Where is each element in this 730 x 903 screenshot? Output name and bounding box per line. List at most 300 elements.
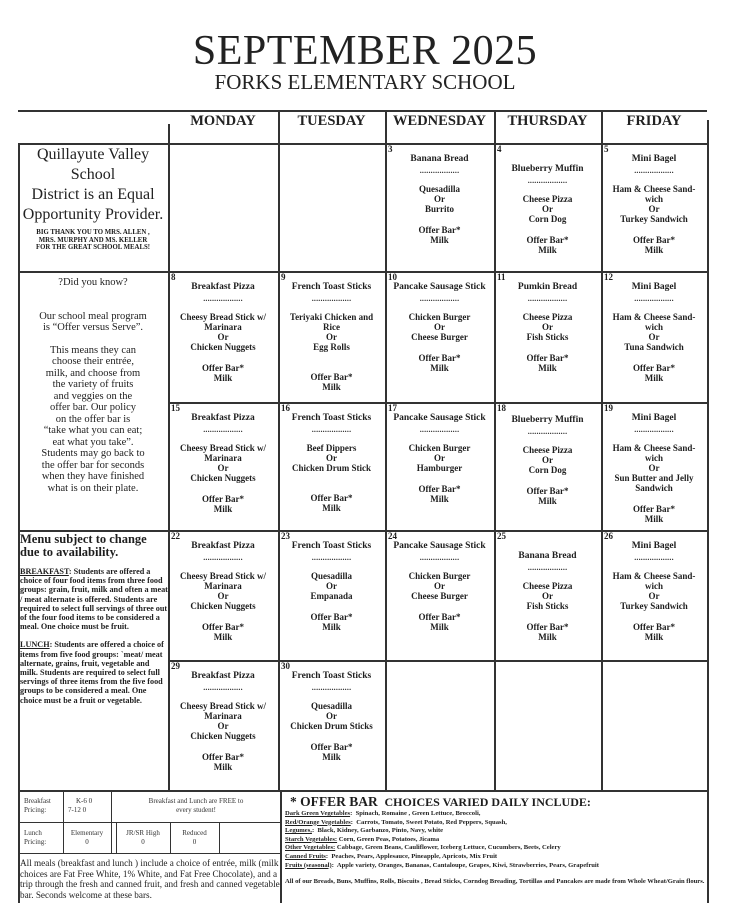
menu-day-29 [168, 660, 278, 790]
lunch-option: Marinara [204, 453, 242, 463]
lunch-option: Or [648, 463, 660, 473]
did-you-know-line: offer bar. Our policy [49, 402, 137, 413]
lunch-option: Chicken Drum Sticks [290, 721, 373, 731]
k6-price: K-6 0 [76, 797, 93, 805]
free-note-line: every student! [176, 805, 216, 814]
price-value: 0 [192, 837, 197, 846]
grid-top-line [18, 110, 707, 112]
lunch-options [601, 571, 707, 611]
lunch-option: Sun Butter and Jelly [614, 473, 694, 483]
did-you-know-line: milk, and choose from [45, 367, 141, 379]
offer-line: Offer Bar* [632, 363, 676, 373]
offer-bar-heading-main: * OFFER BAR [290, 794, 378, 809]
offer-line: Milk [538, 363, 557, 373]
label-line: Pricing: [24, 837, 47, 846]
lunch-option: Cheese Pizza [522, 581, 573, 591]
divider-dots: .................. [203, 425, 243, 434]
lunch-option: Marinara [204, 581, 242, 591]
day-number: 8 [171, 272, 176, 282]
price-label: Elementary [70, 829, 104, 837]
category-items: Black, Kidney, Garbanzo, Pinto, Navy, white [317, 827, 444, 835]
lunch-option: Turkey Sandwich [620, 601, 688, 611]
lunch-options [385, 571, 494, 601]
day-number: 9 [281, 272, 286, 282]
breakfast-prices [68, 797, 108, 814]
divider-dots: .................. [527, 294, 568, 303]
offer-line: Offer Bar* [632, 504, 676, 514]
lunch-options [494, 581, 601, 611]
offer-bar-milk [168, 494, 278, 514]
menu-day-9 [278, 271, 385, 402]
offer-bar-category [285, 810, 705, 819]
offer-line: Offer Bar* [526, 235, 569, 245]
notice-line: School [70, 166, 116, 183]
lunch-pricing-label [24, 829, 46, 846]
divider-dots: .................. [634, 166, 674, 175]
offer-bar-category [285, 827, 705, 836]
breakfast-item: French Toast Sticks [291, 413, 372, 423]
offer-bar-milk [278, 493, 385, 513]
day-header-tuesday: TUESDAY [297, 113, 366, 129]
offer-bar-category [285, 819, 705, 828]
breakfast-item: Banana Bread [518, 551, 577, 561]
lunch-options [168, 443, 278, 483]
lunch-options [494, 194, 601, 224]
lunch-policy-text: : Students are offered a choice of items from five food groups: `meat/ meat alternate, grains, fruit, vegetable and milk. Students are required to select full servings of three items from the five food groups to be considered a meal. One choice must be a fruit or vegetable. [20, 640, 164, 705]
category-items: Corn, Green Peas, Potatoes, Jicama [338, 835, 440, 843]
did-you-know-panel [18, 271, 168, 530]
breakfast-item: Pancake Sausage Stick [393, 541, 486, 551]
offer-bar-category [285, 853, 705, 862]
offer-line: Offer Bar* [201, 494, 245, 504]
divider-dots: .................. [419, 425, 460, 434]
divider-dots: .................. [203, 683, 243, 692]
lunch-option: wich [645, 322, 663, 332]
divider-dots: .................. [203, 553, 243, 562]
7-12-price: 7-12 0 [68, 805, 87, 814]
breakfast-pricing-label [24, 797, 51, 814]
lunch-option: Cheesy Bread Stick w/ [179, 312, 267, 322]
lunch-option: Cheese Burger [411, 591, 468, 601]
breakfast-item: Pumkin Bread [517, 282, 578, 292]
did-you-know-line: the variety of fruits [52, 379, 134, 390]
divider-dots: .................. [634, 425, 674, 434]
lunch-option: Ham & Cheese Sand- [612, 571, 696, 581]
price-value: 0 [141, 837, 145, 846]
divider-dots: .................. [311, 425, 352, 434]
breakfast-item: French Toast Sticks [291, 671, 372, 681]
day-number: 23 [281, 531, 290, 541]
lunch-option: Or [326, 332, 337, 342]
offer-line: Offer Bar* [526, 353, 569, 363]
did-you-know-text: Our school meal program [39, 310, 147, 322]
day-number: 15 [171, 403, 180, 413]
lunch-option: Or [217, 591, 229, 601]
price-label: Reduced [182, 829, 207, 837]
menu-day-22 [168, 530, 278, 660]
category-items: Spinach, Romaine , Green Lettuce, Broccoli, [355, 810, 481, 817]
divider-dots: .................. [527, 176, 568, 185]
menu-day-16 [278, 402, 385, 530]
lunch-options [278, 312, 385, 352]
offer-line: Offer Bar* [418, 612, 461, 622]
category-items: Cabbage, Green Beans, Cauliflower, Iceberg Lettuce, Cucumbers, Beets, Celery [336, 844, 561, 852]
category-label: Dark Green Vegetables [285, 810, 351, 817]
did-you-know-line: “take what you can eat; [43, 425, 143, 436]
offer-bar-milk [601, 363, 707, 383]
offer-line: Offer Bar* [526, 622, 569, 632]
did-you-know-line: Students may go back to [41, 448, 145, 459]
offer-line: Offer Bar* [310, 372, 353, 382]
thank-you-line: BIG THANK YOU TO MRS. ALLEN , [36, 229, 150, 236]
breakfast-item: Breakfast Pizza [191, 671, 255, 681]
lunch-option: Marinara [204, 711, 242, 721]
lunch-option: Or [217, 332, 229, 342]
lunch-option: Or [648, 332, 660, 342]
breakfast-item: Pancake Sausage Stick [393, 413, 486, 423]
lunch-option: Cheese Pizza [522, 194, 573, 204]
divider-dots: .................. [419, 294, 460, 303]
day-number: 25 [497, 531, 506, 541]
lunch-option: Cheesy Bread Stick w/ [179, 701, 267, 711]
offer-bar-milk [494, 235, 601, 255]
offer-line: Offer Bar* [310, 742, 353, 752]
offer-line: Milk [430, 494, 449, 504]
school-name: FORKS ELEMENTARY SCHOOL [214, 70, 516, 94]
offer-line: Milk [644, 373, 664, 383]
divider-dots: .................. [527, 427, 568, 436]
breakfast-item: Breakfast Pizza [191, 413, 255, 423]
category-label: Fruits (seasonal) [285, 861, 332, 869]
offer-bar-info [285, 795, 705, 887]
lunch-option: Fish Sticks [526, 601, 569, 611]
equal-opportunity-notice [18, 143, 168, 271]
menu-day-18 [494, 402, 601, 530]
did-you-know-line: eat what you take”. [52, 436, 134, 448]
lunch-option: Rice [323, 322, 340, 332]
divider-dots: .................. [419, 166, 460, 175]
lunch-option: Chicken Burger [408, 443, 471, 453]
offer-line: Milk [322, 382, 341, 392]
offer-bar-milk [601, 235, 707, 255]
lunch-option: Turkey Sandwich [620, 214, 688, 224]
page-title: SEPTEMBER 2025 [192, 28, 538, 74]
lunch-option: Or [434, 453, 445, 463]
day-number: 22 [171, 531, 180, 541]
whole-grain-note: All of our Breads, Buns, Muffins, Rolls, Biscuits , Bread Sticks, Corndog Breading, Tortillas and Pancakes are made from Whole Wheat/Grain flours. [285, 878, 705, 886]
menu-day-30 [278, 660, 385, 790]
category-items: Peaches, Pears, Applesauce, Pineapple, Apricots, Mix Fruit [331, 852, 498, 860]
menu-day-3 [385, 143, 494, 271]
breakfast-item: Breakfast Pizza [191, 541, 255, 551]
offer-line: Offer Bar* [201, 622, 245, 632]
day-number: 26 [604, 531, 613, 541]
jrsr-lunch-price [116, 829, 170, 846]
day-header-thursday: THURSDAY [507, 113, 588, 129]
breakfast-policy-text: : Students are offered a choice of four food items from three food groups: grain, fruit, milk and often a meat / meat alternate is offered. Students are required to select full servings of three out of the four food items to be considered a meal. One choice must be fruit. [20, 567, 168, 632]
offer-line: Milk [322, 752, 341, 762]
day-number: 17 [388, 403, 397, 413]
offer-bar-milk [385, 612, 494, 632]
breakfast-policy-label: BREAKFAST [20, 567, 69, 576]
offer-line: Milk [644, 245, 664, 255]
free-meals-note [112, 797, 280, 814]
lunch-option: Hamburger [416, 463, 463, 473]
lunch-option: Ham & Cheese Sand- [612, 184, 696, 194]
breakfast-item: Blueberry Muffin [511, 415, 584, 425]
category-label: Red/Orange Vegetables [285, 818, 351, 826]
category-label: Starch Vegetables: [285, 835, 338, 843]
offer-line: Milk [430, 363, 449, 373]
offer-bar-milk [278, 372, 385, 392]
lunch-option: Quesadilla [418, 184, 460, 194]
did-you-know-heading: ?Did you know? [58, 277, 128, 288]
day-number: 18 [497, 403, 506, 413]
breakfast-item: Blueberry Muffin [511, 164, 584, 174]
did-you-know-line: and veggies on the [53, 390, 133, 402]
breakfast-item: Breakfast Pizza [191, 282, 255, 292]
lunch-option: Chicken Burger [408, 571, 471, 581]
menu-day-24 [385, 530, 494, 660]
lunch-options [168, 571, 278, 611]
offer-bar-category [285, 844, 705, 853]
lunch-options [601, 184, 707, 224]
grid-right-line [707, 120, 709, 903]
lunch-option: Or [648, 591, 660, 601]
breakfast-item: Mini Bagel [631, 541, 677, 551]
lunch-options [385, 443, 494, 473]
offer-line: Milk [644, 514, 664, 524]
lunch-options [278, 443, 385, 473]
divider-dots: .................. [311, 683, 352, 692]
day-number: 10 [388, 272, 397, 282]
lunch-options [168, 312, 278, 352]
day-header-friday: FRIDAY [626, 113, 682, 129]
offer-line: Milk [430, 622, 449, 632]
breakfast-item: Mini Bagel [631, 282, 677, 292]
lunch-option: Tuna Sandwich [624, 342, 684, 352]
all-meals-note: All meals (breakfast and lunch ) include a choice of entrée, milk (milk choices are Fat Free White, 1% White, and Fat Free Chocolate), and a trip through the fresh and canned fruit, and fresh and canned vegetable bar. Seconds welcome at these bars. [20, 858, 280, 901]
lunch-option: Burrito [425, 204, 454, 214]
offer-line: Offer Bar* [632, 235, 676, 245]
offer-line: Milk [213, 504, 233, 514]
offer-bar-milk [385, 225, 494, 245]
breakfast-item: French Toast Sticks [291, 282, 372, 292]
lunch-options [494, 445, 601, 475]
lunch-options [494, 312, 601, 342]
day-header-monday: MONDAY [190, 113, 256, 129]
offer-line: Offer Bar* [418, 225, 461, 235]
lunch-option: Or [217, 721, 229, 731]
offer-line: Offer Bar* [632, 622, 676, 632]
lunch-option: Or [434, 322, 445, 332]
category-sep: : [311, 827, 318, 835]
lunch-option: Cheese Pizza [522, 445, 573, 455]
category-label: Other Vegetables: [285, 844, 336, 852]
offer-bar-heading [290, 795, 705, 809]
offer-bar-milk [278, 742, 385, 762]
offer-bar-milk [494, 486, 601, 506]
offer-line: Offer Bar* [201, 752, 245, 762]
offer-line: Offer Bar* [310, 612, 353, 622]
price-value: 0 [85, 837, 89, 846]
breakfast-item: Mini Bagel [631, 154, 677, 164]
notice-line: Opportunity Provider. [22, 206, 164, 223]
offer-line: Offer Bar* [418, 484, 461, 494]
lunch-option: Ham & Cheese Sand- [612, 443, 696, 453]
lunch-option: Or [542, 455, 553, 465]
day-number: 30 [281, 661, 290, 671]
offer-bar-category [285, 862, 705, 871]
menu-day-4 [494, 143, 601, 271]
did-you-know-line: on the offer bar is [55, 413, 131, 425]
lunch-option: Cheesy Bread Stick w/ [179, 443, 267, 453]
breakfast-item: French Toast Sticks [291, 541, 372, 551]
category-sep: : [350, 818, 357, 826]
menu-day-25 [494, 530, 601, 660]
lunch-option: Or [326, 453, 337, 463]
day-header-wednesday: WEDNESDAY [393, 113, 486, 129]
divider-dots: .................. [527, 563, 568, 572]
offer-bar-milk [168, 363, 278, 383]
elementary-lunch-price [63, 829, 111, 846]
lunch-option: Fish Sticks [526, 332, 569, 342]
day-number: 24 [388, 531, 397, 541]
lunch-policy [20, 640, 168, 704]
lunch-options [601, 312, 707, 352]
divider-dots: .................. [203, 294, 243, 303]
lunch-option: Chicken Nuggets [190, 601, 256, 611]
did-you-know-line: what is on their plate. [47, 482, 139, 494]
notice-line: District is an Equal [31, 186, 155, 203]
day-number: 4 [497, 144, 502, 154]
menu-day-5 [601, 143, 707, 271]
lunch-options [278, 701, 385, 731]
lunch-options [385, 184, 494, 214]
price-label: JR/SR High [126, 829, 160, 837]
reduced-lunch-price [170, 829, 219, 846]
category-items: Carrots, Tomato, Sweet Potato, Red Peppers, Squash, [356, 818, 507, 826]
lunch-option: Cheesy Bread Stick w/ [179, 571, 267, 581]
lunch-option: Empanada [310, 591, 353, 601]
offer-line: Milk [213, 632, 233, 642]
offer-bar-milk [278, 612, 385, 632]
menu-day-23 [278, 530, 385, 660]
offer-line: Milk [538, 632, 557, 642]
day-number: 16 [281, 403, 290, 413]
lunch-option: Or [326, 581, 337, 591]
lunch-option: Chicken Burger [408, 312, 471, 322]
offer-line: Milk [538, 496, 557, 506]
menu-day-19 [601, 402, 707, 530]
menu-day-10 [385, 271, 494, 402]
offer-line: Milk [538, 245, 557, 255]
lunch-option: wich [645, 194, 663, 204]
category-label: Legumes, [285, 827, 312, 835]
offer-bar-milk [168, 622, 278, 642]
lunch-option: Or [434, 194, 445, 204]
lunch-option: Chicken Drum Stick [291, 463, 371, 473]
offer-bar-category [285, 836, 705, 845]
breakfast-item: Mini Bagel [631, 413, 677, 423]
divider-dots: .................. [634, 553, 674, 562]
lunch-options [168, 701, 278, 741]
menu-day-11 [494, 271, 601, 402]
menu-day-26 [601, 530, 707, 660]
offer-bar-milk [601, 504, 707, 524]
lunch-option: Quesadilla [310, 701, 352, 711]
lunch-option: Egg Rolls [313, 342, 350, 352]
lunch-option: Chicken Nuggets [190, 731, 256, 741]
offer-bar-milk [601, 622, 707, 642]
did-you-know-body [18, 345, 168, 495]
menu-day-8 [168, 271, 278, 402]
day-number: 11 [497, 272, 506, 282]
lunch-option: Chicken Nuggets [190, 473, 256, 483]
lunch-option: Teriyaki Chicken and [289, 312, 374, 322]
lunch-option: Or [542, 204, 553, 214]
pricing-col-line [219, 822, 220, 853]
pricing-row-line [18, 853, 280, 854]
lunch-option: Or [326, 711, 337, 721]
category-sep: : [331, 861, 337, 869]
category-sep: : [350, 810, 356, 817]
day-number: 29 [171, 661, 180, 671]
divider-dots: .................. [419, 553, 460, 562]
menu-day-17 [385, 402, 494, 530]
did-you-know-line: choose their entrée, [52, 356, 134, 367]
lunch-option: Ham & Cheese Sand- [612, 312, 696, 322]
lunch-option: Beef Dippers [306, 443, 357, 453]
lunch-option: Or [542, 322, 553, 332]
offer-line: Milk [430, 235, 449, 245]
lunch-option: Cheese Burger [411, 332, 468, 342]
lunch-option: Or [542, 591, 553, 601]
lunch-option: wich [645, 581, 663, 591]
label-line: Pricing: [24, 805, 47, 814]
lunch-options [385, 312, 494, 342]
day-number: 12 [604, 272, 613, 282]
day-number: 3 [388, 144, 393, 154]
lunch-option: Or [434, 581, 445, 591]
offer-line: Offer Bar* [526, 486, 569, 496]
thank-you-line: MRS. MURPHY AND MS. KELLER [38, 236, 148, 244]
thank-you-line: FOR THE GREAT SCHOOL MEALS! [35, 244, 151, 251]
category-items: Apple variety, Oranges, Bananas, Cantaloupe, Grapes, Kiwi, Strawberries, Pears, Grapefruit [336, 861, 599, 869]
lunch-options [278, 571, 385, 601]
meal-policy [20, 533, 168, 705]
menu-change-notice: Menu subject to change due to availability. [20, 532, 147, 559]
divider-dots: .................. [311, 553, 352, 562]
day-number: 5 [604, 144, 609, 154]
lunch-option: Or [217, 463, 229, 473]
offer-line: Milk [644, 632, 664, 642]
lunch-policy-label: LUNCH [20, 640, 50, 650]
lunch-options [601, 443, 707, 493]
offer-line: Offer Bar* [418, 353, 461, 363]
did-you-know-text: is “Offer versus Serve”. [42, 322, 144, 333]
menu-day-12 [601, 271, 707, 402]
offer-bar-heading-sub: CHOICES VARIED DAILY INCLUDE: [384, 795, 591, 809]
offer-bar-list [285, 810, 705, 870]
category-label: Canned Fruits [285, 852, 326, 860]
offer-bar-milk [494, 353, 601, 373]
thank-you-note [18, 229, 168, 252]
offer-bar-milk [168, 752, 278, 772]
menu-day-15 [168, 402, 278, 530]
notice-line: Quillayute Valley [36, 146, 150, 163]
breakfast-policy [20, 567, 168, 631]
